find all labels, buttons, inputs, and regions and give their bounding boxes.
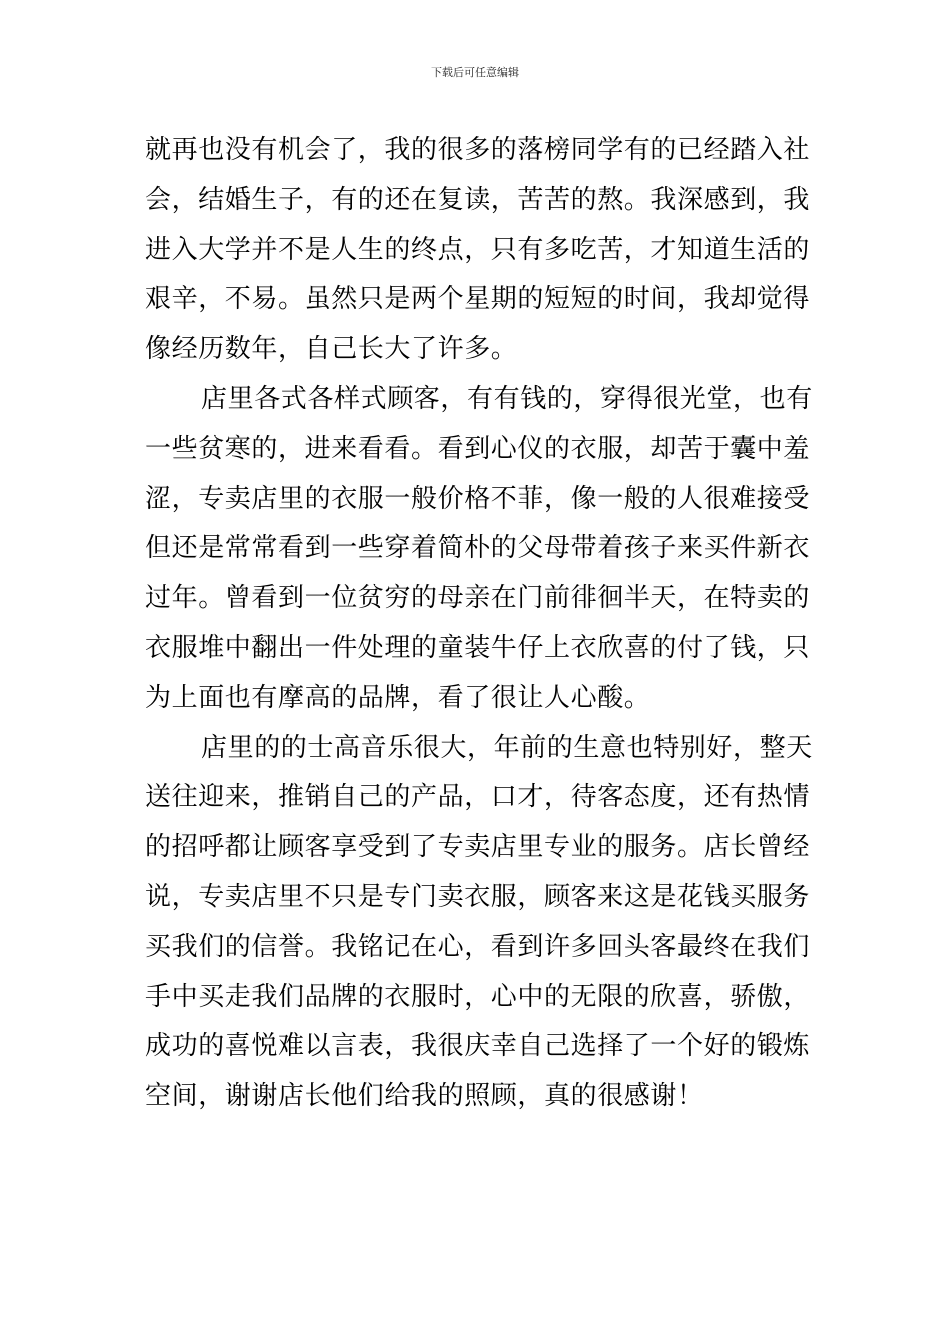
document-body (145, 126, 813, 1122)
text-line: 一些贫寒的，进来看看。看到心仪的衣服，却苦于囊中羞 (145, 433, 811, 464)
text-line: 衣服堆中翻出一件处理的童装牛仔上衣欣喜的付了钱，只 (145, 632, 811, 663)
text-line: 店里各式各样式顾客，有有钱的，穿得很光堂，也有 (201, 383, 813, 414)
text-line: 店里的的士高音乐很大，年前的生意也特别好，整天 (201, 732, 813, 763)
text-line: 艰辛，不易。虽然只是两个星期的短短的时间，我却觉得 (145, 284, 811, 315)
paragraph-2 (145, 375, 813, 724)
text-line: 说，专卖店里不只是专门卖衣服，顾客来这是花钱买服务 (145, 881, 811, 912)
text-line: 像经历数年，自己长大了许多。 (145, 334, 518, 365)
text-line: 过年。曾看到一位贫穷的母亲在门前徘徊半天，在特卖的 (145, 583, 811, 614)
paragraph-3 (145, 724, 813, 1122)
text-line: 买我们的信誉。我铭记在心，看到许多回头客最终在我们 (145, 931, 811, 962)
text-line: 送往迎来，推销自己的产品，口才，待客态度，还有热情 (145, 782, 811, 813)
text-line: 为上面也有摩高的品牌，看了很让人心酸。 (145, 682, 651, 713)
text-line: 空间，谢谢店长他们给我的照顾，真的很感谢！ (145, 1081, 704, 1112)
text-line: 手中买走我们品牌的衣服时，心中的无限的欣喜，骄傲， (145, 981, 811, 1012)
text-line: 涩，专卖店里的衣服一般价格不菲，像一般的人很难接受 (145, 483, 811, 514)
text-line: 但还是常常看到一些穿着简朴的父母带着孩子来买件新衣 (145, 533, 811, 564)
paragraph-1 (145, 126, 809, 375)
page-header: 下载后可任意编辑 (431, 66, 519, 79)
text-line: 的招呼都让顾客享受到了专卖店里专业的服务。店长曾经 (145, 832, 811, 863)
text-line: 成功的喜悦难以言表，我很庆幸自己选择了一个好的锻炼 (145, 1031, 811, 1062)
text-line: 会，结婚生子，有的还在复读，苦苦的熬。我深感到，我 (145, 184, 811, 215)
text-line: 进入大学并不是人生的终点，只有多吃苦，才知道生活的 (145, 234, 811, 265)
text-line: 就再也没有机会了，我的很多的落榜同学有的已经踏入社 (145, 135, 811, 165)
